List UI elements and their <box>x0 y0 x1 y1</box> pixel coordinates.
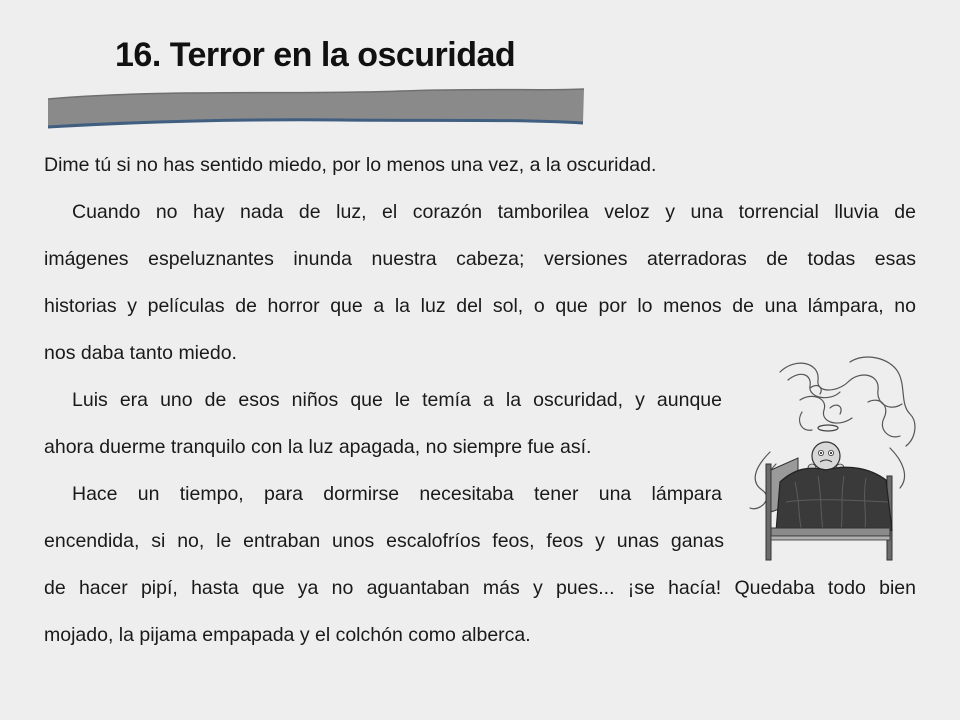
paragraph-1-line-1: Dime tú si no has sentido miedo, por lo menos una vez, a la oscuridad. <box>44 154 657 176</box>
scared-child-in-bed-illustration <box>740 352 920 564</box>
page-title: 16. Terror en la oscuridad <box>115 36 516 74</box>
paragraph-4-line-4: mojado, la pijama empapada y el colchón como alberca. <box>44 624 531 646</box>
paragraph-3-line-1: Luis era uno de esos niños que le temía a la oscuridad, y aunque <box>72 389 722 411</box>
paragraph-4-line-3: de hacer pipí, hasta que ya no aguantaban más y pues... ¡se hacía! Quedaba todo bien <box>44 577 916 599</box>
paragraph-2-line-4: nos daba tanto miedo. <box>44 342 237 364</box>
title-underline-bar <box>42 85 587 135</box>
paragraph-3-line-2: ahora duerme tranquilo con la luz apagada, no siempre fue así. <box>44 436 592 458</box>
paragraph-2-line-3: historias y películas de horror que a la luz del sol, o que por lo menos de una lámpara, no <box>44 295 916 317</box>
paragraph-2-line-2: imágenes espeluznantes inunda nuestra cabeza; versiones aterradoras de todas esas <box>44 248 916 270</box>
paragraph-4-line-1: Hace un tiempo, para dormirse necesitaba tener una lámpara <box>72 483 722 505</box>
paragraph-4-line-2: encendida, si no, le entraban unos escalofríos feos, feos y unas ganas <box>44 530 724 552</box>
paragraph-2-line-1: Cuando no hay nada de luz, el corazón tamborilea veloz y una torrencial lluvia de <box>72 201 916 223</box>
